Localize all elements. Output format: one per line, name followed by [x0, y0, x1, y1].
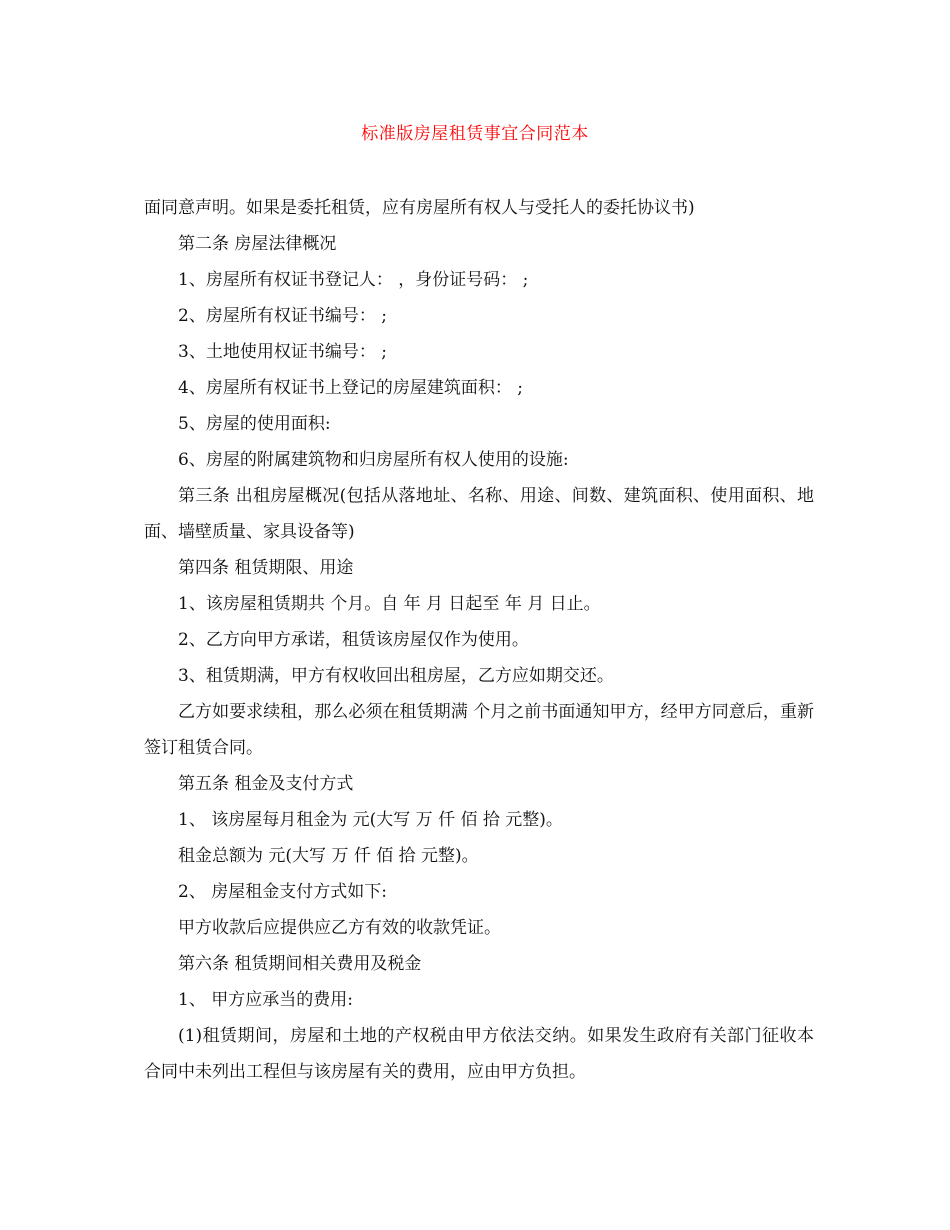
document-paragraph: 2、 房屋租金支付方式如下:	[178, 882, 387, 902]
document-title: 标准版房屋租赁事宜合同范本	[361, 124, 589, 144]
document-paragraph: 1、 该房屋每月租金为 元(大写 万 仟 佰 拾 元整)。	[178, 810, 563, 830]
document-paragraph: 租金总额为 元(大写 万 仟 佰 拾 元整)。	[178, 846, 479, 866]
document-paragraph: 甲方收款后应提供应乙方有效的收款凭证。	[178, 918, 501, 938]
document-paragraph: 面同意声明。如果是委托租赁，应有房屋所有权人与受托人的委托协议书)	[144, 198, 695, 218]
document-paragraph: 1、该房屋租赁期共 个月。自 年 月 日起至 年 月 日止。	[178, 594, 601, 614]
document-paragraph: 4、房屋所有权证书上登记的房屋建筑面积： ;	[178, 378, 523, 398]
document-paragraph: 乙方如要求续租，那么必须在租赁期满 个月之前书面通知甲方，经甲方同意后，重新签订租赁合同。	[144, 702, 814, 758]
document-paragraph: 3、土地使用权证书编号： ;	[178, 342, 387, 362]
document-paragraph: 6、房屋的附属建筑物和归房屋所有权人使用的设施:	[178, 450, 569, 470]
document-paragraph: 第四条 租赁期限、用途	[178, 558, 354, 578]
document-paragraph: 第五条 租金及支付方式	[178, 774, 354, 794]
document-body	[144, 190, 814, 1090]
document-paragraph: 第二条 房屋法律概况	[178, 234, 337, 254]
document-paragraph: 2、乙方向甲方承诺，租赁该房屋仅作为使用。	[178, 630, 529, 650]
document-paragraph: 第六条 租赁期间相关费用及税金	[178, 954, 422, 974]
document-paragraph: 5、房屋的使用面积:	[178, 414, 331, 434]
document-paragraph: 第三条 出租房屋概况(包括从落地址、名称、用途、间数、建筑面积、使用面积、地面、墙壁质量、家具设备等)	[144, 486, 814, 542]
document-paragraph: 2、房屋所有权证书编号： ;	[178, 306, 387, 326]
document-paragraph: (1)租赁期间，房屋和土地的产权税由甲方依法交纳。如果发生政府有关部门征收本合同中未列出工程但与该房屋有关的费用，应由甲方负担。	[144, 1026, 814, 1082]
document-paragraph: 3、租赁期满，甲方有权收回出租房屋，乙方应如期交还。	[178, 666, 614, 686]
document-paragraph: 1、房屋所有权证书登记人： ，身份证号码： ;	[178, 270, 529, 290]
document-paragraph: 1、 甲方应承当的费用:	[178, 990, 353, 1010]
